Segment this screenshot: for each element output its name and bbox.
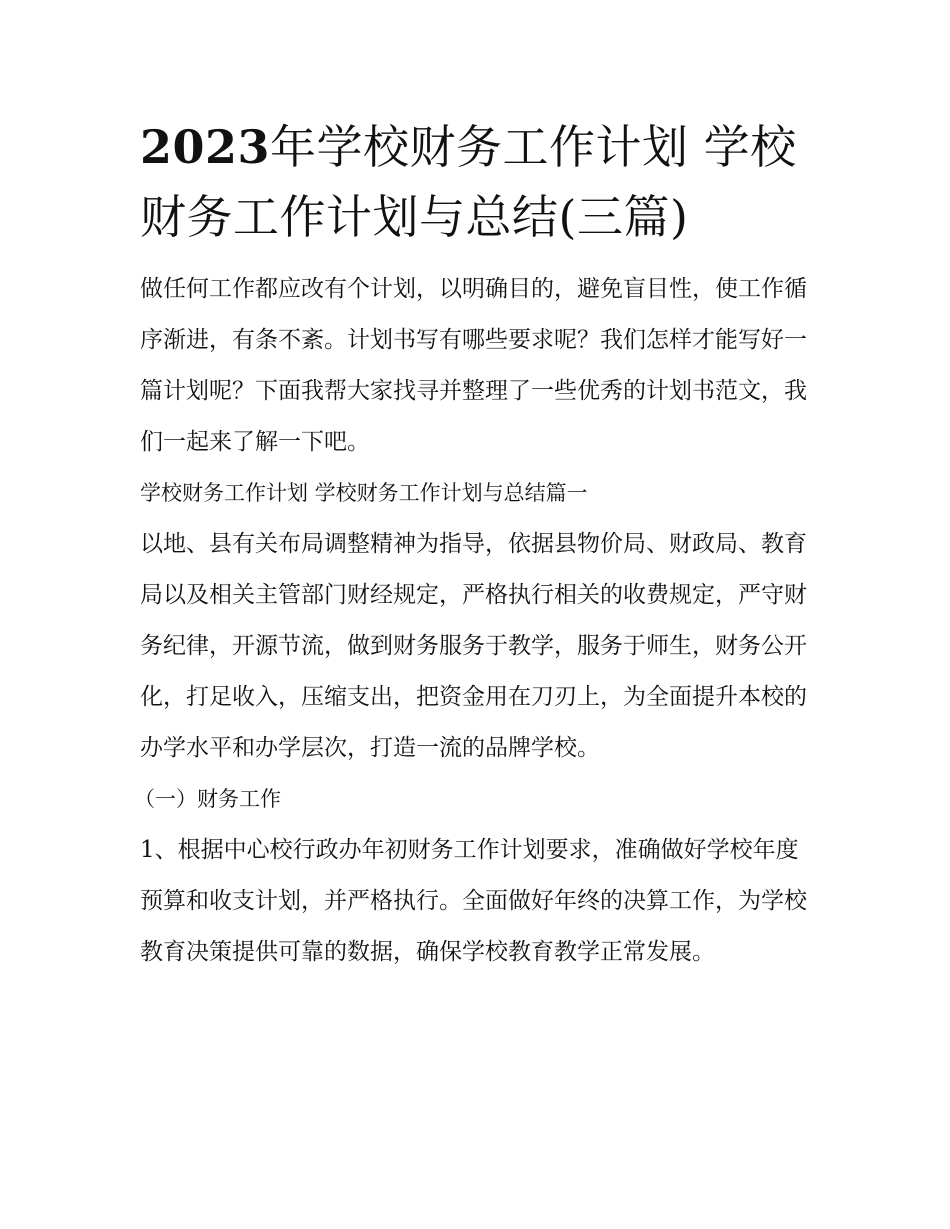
document-content xyxy=(134,112,815,978)
sub-heading-finance-work: （一）财务工作 xyxy=(134,787,281,811)
section-title: 学校财务工作计划 学校财务工作计划与总结篇一 xyxy=(140,481,588,505)
document-title xyxy=(140,112,815,252)
intro-paragraph: 做任何工作都应改有个计划，以明确目的，避免盲目性，使工作循序渐进，有条不紊。计划书写有哪些要求呢？我们怎样才能写好一篇计划呢？下面我帮大家找寻并整理了一些优秀的计划书范文，我们一起来了解一下吧。 xyxy=(140,276,807,455)
list-item-1: 1、根据中心校行政办年初财务工作计划要求，准确做好学校年度预算和收支计划，并严格执行。全面做好年终的决算工作，为学校教育决策提供可靠的数据，确保学校教育教学正常发展。 xyxy=(140,837,807,965)
section-paragraph: 以地、县有关布局调整精神为指导，依据县物价局、财政局、教育局以及相关主管部门财经规定，严格执行相关的收费规定，严守财务纪律，开源节流，做到财务服务于教学，服务于师生，财务公开化，打足收入，压缩支出，把资金用在刀刃上，为全面提升本校的办学水平和办学层次，打造一流的品牌学校。 xyxy=(140,531,807,761)
title-year: 2023 xyxy=(140,120,271,174)
title-text: 年学校财务工作计划 学校财务工作计划与总结(三篇) xyxy=(140,120,797,244)
